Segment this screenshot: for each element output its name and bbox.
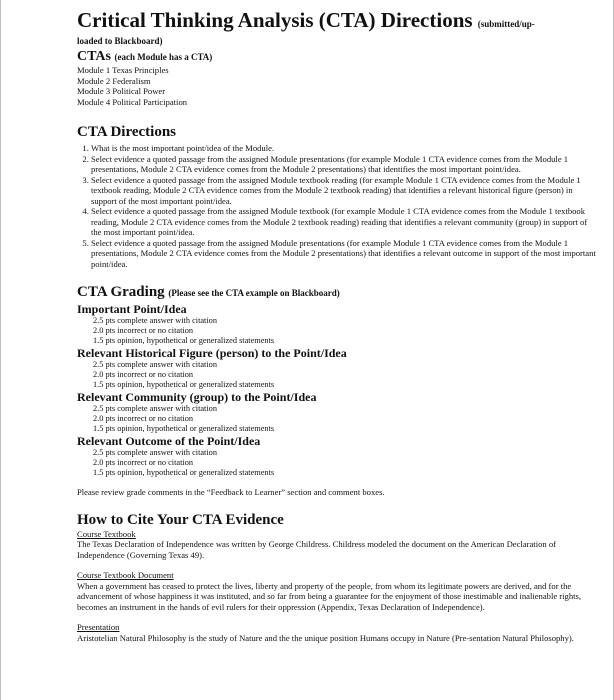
score-line: 1.5 pts opinion, hypothetical or generalized statements: [93, 336, 275, 345]
page-title: [77, 8, 597, 36]
criterion-scores: [93, 448, 597, 478]
cite-example-label: Course Textbook: [77, 528, 136, 539]
criterion-title: Important Point/Idea: [77, 302, 187, 316]
document-content: [77, 8, 597, 643]
module-item: Module 2 Federalism: [77, 75, 151, 86]
grading-heading-note: (Please see the CTA example on Blackboard): [168, 288, 340, 298]
direction-item: 4. Select evidence a quoted passage from the assigned Module textbook (for example Module 1 CTA evidence comes from the Module 1 textbook reading, Module 2 CTA evidence comes from the Module 2 textbook reading) reading that identifies a relevant community (group) in support of the most important point/idea.: [91, 206, 597, 238]
score-line: 1.5 pts opinion, hypothetical or generalized statements: [93, 468, 275, 477]
cite-example-label: Course Textbook Document: [77, 570, 174, 580]
score-line: 2.0 pts incorrect or no citation: [93, 458, 193, 467]
module-item: Module 4 Political Participation: [77, 96, 188, 107]
criterion-title: Relevant Historical Figure (person) to the Point/Idea: [77, 346, 347, 360]
ctas-heading: [77, 49, 597, 65]
score-line: 1.5 pts opinion, hypothetical or generalized statements: [93, 380, 275, 389]
score-line: 2.5 pts complete answer with citation: [93, 360, 217, 369]
criterion-scores: [93, 360, 597, 390]
criterion-title: Relevant Outcome of the Point/Idea: [77, 434, 261, 448]
criterion-scores: [93, 404, 597, 434]
score-line: 2.5 pts complete answer with citation: [93, 448, 217, 457]
cite-example-label: Presentation: [77, 622, 120, 632]
review-note: Please review grade comments in the “Feedback to Learner” section and comment boxes.: [77, 487, 385, 497]
score-line: 2.0 pts incorrect or no citation: [93, 326, 193, 335]
cite-example-text: When a government has ceased to protect the lives, liberty and property of the people, from whom its legitimate powers are derived, and for the advancement of whose happiness it was instituted, and so far from being a guarantee for the enjoyment of those inestimable and inalienable rights, becomes an instrument in the hands of evil rulers for their oppression (Appendix, Texas Declaration of Independence).: [77, 580, 582, 612]
criterion-title: Relevant Community (group) to the Point/Idea: [77, 390, 317, 404]
module-list: [77, 65, 597, 107]
score-line: 2.0 pts incorrect or no citation: [93, 414, 193, 423]
page-title-text: Critical Thinking Analysis (CTA) Directions: [77, 8, 473, 32]
cite-heading: How to Cite Your CTA Evidence: [77, 511, 284, 528]
criterion-scores: [93, 316, 597, 346]
score-line: 2.5 pts complete answer with citation: [93, 404, 217, 413]
cite-example-text: The Texas Declaration of Independence was written by George Childress. Childress modeled the document on the American Declaration of Independence (Governing Texas 49).: [77, 539, 556, 560]
score-line: 2.5 pts complete answer with citation: [93, 316, 217, 325]
score-line: 2.0 pts incorrect or no citation: [93, 370, 193, 379]
directions-heading: CTA Directions: [77, 124, 177, 140]
direction-item: 1. What is the most important point/idea of the Module.: [91, 143, 597, 154]
module-item: Module 1 Texas Principles: [77, 65, 169, 75]
page-title-note-continued: loaded to Blackboard): [77, 36, 163, 46]
direction-item: 5. Select evidence a quoted passage from the assigned Module presentations (for example Module 1 CTA evidence comes from the Module 1 presentations, Module 2 CTA evidence comes from the Module 2 presentations) that identifies a relevant outcome in support of the most important point/idea.: [91, 238, 597, 270]
ctas-heading-note: (each Module has a CTA): [114, 52, 213, 62]
module-item: Module 3 Political Power: [77, 86, 166, 96]
grading-heading-text: CTA Grading: [77, 284, 165, 300]
ctas-heading-text: CTAs: [77, 49, 111, 64]
grading-heading: [77, 283, 597, 302]
score-line: 1.5 pts opinion, hypothetical or generalized statements: [93, 424, 275, 433]
direction-item: 3. Select evidence a quoted passage from the assigned Module textbook reading (for example Module 1 CTA evidence comes from the Module 1 textbook reading, Module 2 CTA evidence comes from the Module 2 textbook reading) that identifies a relevant historical figure (person) in support of the most important point/idea.: [91, 175, 597, 207]
page-title-note: (submitted/up-: [477, 19, 535, 29]
direction-item: 2. Select evidence a quoted passage from the assigned Module presentations (for example Module 1 CTA evidence comes from the Module 1 presentations, Module 2 CTA evidence comes from the Module 2 presentations) that identifies the most important point/idea.: [91, 154, 597, 175]
directions-list: [77, 143, 597, 269]
cite-example-text: Aristotelian Natural Philosophy is the study of Nature and the the unique position Humans occupy in Nature (Pre-sentation Natural Philosophy).: [77, 632, 574, 643]
